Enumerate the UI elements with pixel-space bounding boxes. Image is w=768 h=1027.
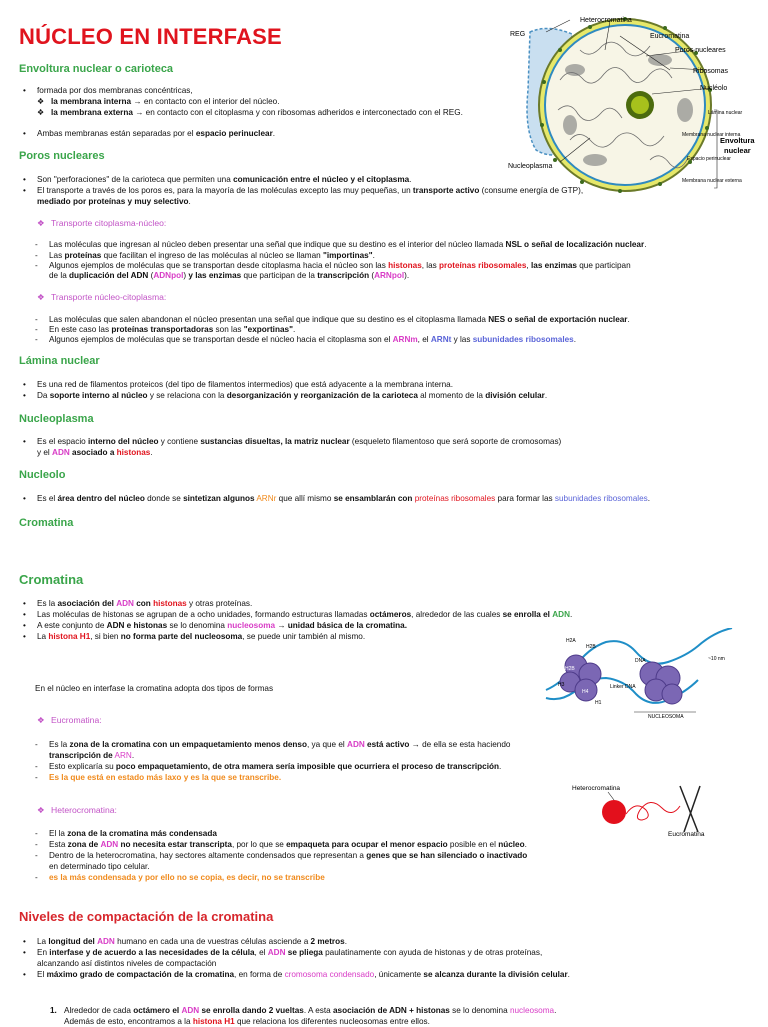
label-reg: REG bbox=[510, 31, 526, 38]
lamina-line-2: • Da soporte interno al núcleo y se relaciona con la desorganización y reorganización de la carioteca al momento de la división celular. bbox=[23, 391, 548, 400]
page-title: NÚCLEO EN INTERFASE bbox=[19, 24, 282, 49]
label-h4: H4 bbox=[582, 689, 589, 695]
label-h2b: H2B bbox=[586, 644, 596, 650]
label-lamina: Lámina nuclear bbox=[708, 110, 743, 116]
cromatina-line-1: • Es la asociación del ADN con histonas y otras proteínas. bbox=[23, 599, 253, 608]
niveles-line-3: alcanzando así distintos niveles de compactación bbox=[37, 959, 217, 968]
eu-line-4: - Es la que está en estado más laxo y es la que se transcribe. bbox=[35, 773, 282, 782]
section-heading-envoltura: Envoltura nuclear o carioteca bbox=[19, 63, 174, 75]
envoltura-line-1: • formada por dos membranas concéntricas, bbox=[23, 86, 193, 95]
het-line-2: - Esta zona de ADN no necesita estar transcripta, por lo que se empaqueta para ocupar el menor espacio posible en el núcleo. bbox=[35, 840, 527, 849]
het-line-1: - El la zona de la cromatina más condensada bbox=[35, 829, 217, 838]
nucleus-diagram bbox=[500, 10, 762, 196]
envoltura-line-3: ❖ la membrana externa → en contacto con el citoplasma y con ribosomas adheridos e interconectado con el REG. bbox=[37, 108, 463, 117]
label-h1: H1 bbox=[595, 700, 602, 706]
label-envoltura-2: nuclear bbox=[724, 146, 751, 155]
subheading-heterocromatina: ❖ Heterocromatina: bbox=[37, 805, 117, 815]
heterochromatin-ball bbox=[602, 800, 626, 824]
subheading-citoplasma-nucleo: ❖ Transporte citoplasma-núcleo: bbox=[37, 218, 167, 228]
eu-line-3: - Esto explicaría su poco empaquetamiento, de otra mamera sería imposible que ocurriera el proceso de transcripción. bbox=[35, 762, 502, 771]
label-heterocromatina-fig: Heterocromatina bbox=[572, 785, 621, 792]
nucleoplasma-line-1: • Es el espacio interno del núcleo y contiene sustancias disueltas, la matriz nuclear (esqueleto filamentoso que será soporte de cromosomas) bbox=[23, 437, 562, 446]
het-line-3: - Dentro de la heterocromatina, hay sectores altamente condensados que representan a genes que se han silenciado o inactivado bbox=[35, 851, 528, 860]
nuccit-line-1: - Las moléculas que salen abandonan el núcleo presentan una señal que indique que su destino es el citoplasma llamada NES o señal de exportación nuclear. bbox=[35, 315, 630, 324]
label-linker: Linker DNA bbox=[610, 684, 636, 690]
cromatina-intro: En el núcleo en interfase la cromatina adopta dos tipos de formas bbox=[35, 684, 274, 693]
envoltura-line-4: • Ambas membranas están separadas por el espacio perinuclear. bbox=[23, 129, 276, 138]
label-heterocromatina: Heterocromatina bbox=[580, 17, 632, 24]
label-h3: H3 bbox=[558, 682, 565, 688]
label-membrana-externa: Membrana nuclear externa bbox=[682, 178, 742, 184]
citnuc-line-4: de la duplicación del ADN (ADNpol) y las enzimas que participan de la transcripción (ARNpol). bbox=[49, 271, 410, 280]
niveles-item-1: 1. Alrededor de cada octámero el ADN se enrolla dando 2 vueltas. A esta asociación de ADN + histonas se lo denomina nucleosoma. bbox=[50, 1006, 557, 1015]
label-envoltura-1: Envoltura bbox=[720, 136, 755, 145]
citnuc-line-1: - Las moléculas que ingresan al núcleo deben presentar una señal que indique que su destino es el interior del núcleo llamada NSL o señal de localización nuclear. bbox=[35, 240, 647, 249]
label-poros: Poros nucleares bbox=[675, 47, 726, 54]
eu-line-1: - Es la zona de la cromatina con un empaquetamiento menos denso, ya que el ADN está activo → de ella se esta haciendo bbox=[35, 740, 511, 749]
section-heading-cromatina-small: Cromatina bbox=[19, 517, 74, 529]
section-heading-lamina: Lámina nuclear bbox=[19, 355, 100, 367]
niveles-item-1-cont: Además de esto, encontramos a la histona H1 que relaciona los diferentes nucleosomas entre ellos. bbox=[64, 1017, 430, 1026]
label-h2a: H2A bbox=[566, 638, 576, 644]
section-heading-nucleolo: Nucleolo bbox=[19, 469, 66, 481]
subheading-eucromatina: ❖ Eucromatina: bbox=[37, 715, 102, 725]
poros-line-3: mediado por proteínas y muy selectivo. bbox=[37, 197, 191, 206]
label-10nm: ~10 nm bbox=[708, 656, 725, 662]
cromatina-line-3: • A este conjunto de ADN e histonas se lo denomina nucleosoma → unidad básica de la cromatina. bbox=[23, 621, 408, 630]
label-ribosomas: Ribosomas bbox=[693, 68, 729, 75]
section-heading-niveles: Niveles de compactación de la cromatina bbox=[19, 909, 274, 924]
poros-line-2: • El transporte a través de los poros es, para la mayoría de las moléculas excepto las muy pequeñas, un transporte activo (consume energía de GTP), bbox=[23, 186, 584, 195]
subheading-nucleo-citoplasma: ❖ Transporte núcleo-citoplasma: bbox=[37, 292, 167, 302]
citnuc-line-3: - Algunos ejemplos de moléculas que se transportan desde citoplasma hacia el núcleo son las histonas, las proteínas ribosomales, las enzimas que participan bbox=[35, 261, 631, 270]
nuccit-line-2: - En este caso las proteínas transportadoras son las "exportinas". bbox=[35, 325, 296, 334]
niveles-line-1: • La longitud del ADN humano en cada una de vuestras células asciende a 2 metros. bbox=[23, 937, 347, 946]
envoltura-line-2: ❖ la membrana interna → en contacto con el interior del núcleo. bbox=[37, 97, 280, 106]
nuccit-line-3: - Algunos ejemplos de moléculas que se transportan desde el núcleo hacia el citoplasma son el ARNm, el ARNt y las subunidades ribosomales. bbox=[35, 335, 577, 344]
label-h2b-2: H2B bbox=[565, 666, 575, 672]
chromatin-types-diagram bbox=[568, 780, 714, 838]
lamina-line-1: • Es una red de filamentos proteicos (del tipo de filamentos intermedios) que está adyacente a la membrana interna. bbox=[23, 380, 453, 389]
cromatina-line-4: • La histona H1, si bien no forma parte del nucleosoma, se puede unir también al mismo. bbox=[23, 632, 366, 641]
cromatina-line-2: • Las moléculas de histonas se agrupan de a ocho unidades, formando estructuras llamadas octámeros, alrededor de las cuales se enrolla el ADN. bbox=[23, 610, 573, 619]
section-heading-nucleoplasma: Nucleoplasma bbox=[19, 413, 94, 425]
label-nucleoplasma: Nucleoplasma bbox=[508, 163, 553, 170]
label-nucleosoma: NUCLEOSOMA bbox=[648, 714, 684, 720]
het-line-4: en determinado tipo celular. bbox=[49, 862, 150, 871]
nucleosome-diagram bbox=[540, 628, 762, 720]
label-nucleolo: Nucléolo bbox=[700, 85, 728, 92]
label-eucromatina-fig: Eucromatina bbox=[668, 831, 705, 838]
citnuc-line-2: - Las proteínas que facilitan el ingreso de las moléculas al núcleo se llaman "importinas". bbox=[35, 251, 375, 260]
nucleoplasma-line-2: y el ADN asociado a histonas. bbox=[37, 448, 153, 457]
eu-line-2: transcripción de ARN. bbox=[49, 751, 135, 760]
label-membrana-interna: Membrana nuclear interna bbox=[682, 132, 741, 138]
section-heading-poros: Poros nucleares bbox=[19, 150, 105, 162]
niveles-line-2: • En interfase y de acuerdo a las necesidades de la célula, el ADN se pliega paulatinamente con ayuda de histonas y de otras proteínas, bbox=[23, 948, 543, 957]
niveles-line-4: • El máximo grado de compactación de la cromatina, en forma de cromosoma condensado, únicamente se alcanza durante la división celular. bbox=[23, 970, 570, 979]
nucleolo-line-1: • Es el área dentro del núcleo donde se sintetizan algunos ARNr que allí mismo se ensamblarán con proteínas ribosomales para formar las subunidades ribosomales. bbox=[23, 494, 651, 503]
label-dna: DNA bbox=[635, 658, 646, 664]
label-espacio: Espacio perinuclear bbox=[687, 156, 731, 162]
section-heading-cromatina: Cromatina bbox=[19, 572, 84, 587]
het-line-5: - es la más condensada y por ello no se copia, es decir, no se transcribe bbox=[35, 873, 325, 882]
poros-line-1: • Son "perforaciones" de la carioteca que permiten una comunicación entre el núcleo y el citoplasma. bbox=[23, 175, 412, 184]
label-eucromatina: Eucromatina bbox=[650, 33, 690, 40]
